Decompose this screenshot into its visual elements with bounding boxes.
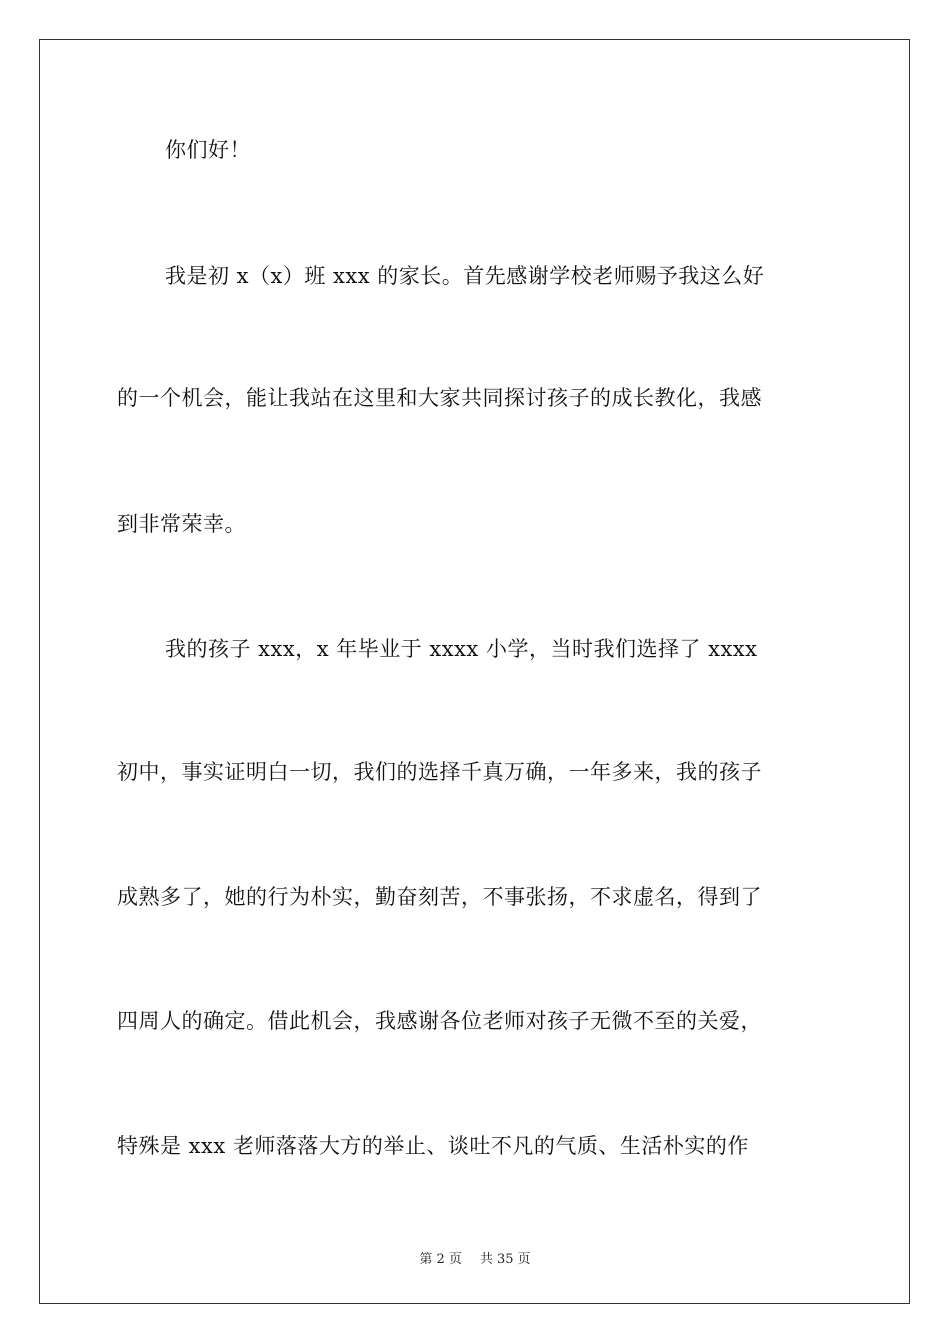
page-number: 第 2 页 bbox=[419, 1252, 462, 1267]
page-border bbox=[39, 39, 910, 1304]
paragraph-line: 我的孩子 xxx，x 年毕业于 xxxx 小学，当时我们选择了 xxxx bbox=[165, 637, 758, 661]
paragraph-line: 四周人的确定。借此机会，我感谢各位老师对孩子无微不至的关爱， bbox=[117, 1009, 762, 1033]
paragraph-line: 的一个机会，能让我站在这里和大家共同探讨孩子的成长教化，我感 bbox=[117, 386, 762, 410]
paragraph-line: 特殊是 xxx 老师落落大方的举止、谈吐不凡的气质、生活朴实的作 bbox=[117, 1134, 749, 1158]
page-total: 共 35 页 bbox=[479, 1252, 531, 1267]
greeting-line: 你们好！ bbox=[165, 138, 251, 162]
paragraph-line: 到非常荣幸。 bbox=[117, 512, 246, 536]
paragraph-line: 初中，事实证明白一切，我们的选择千真万确，一年多来，我的孩子 bbox=[117, 760, 762, 784]
paragraph-line: 我是初 x（x）班 xxx 的家长。首先感谢学校老师赐予我这么好 bbox=[165, 264, 765, 288]
paragraph-line: 成熟多了，她的行为朴实，勤奋刻苦，不事张扬，不求虚名，得到了 bbox=[117, 885, 762, 909]
page-footer bbox=[0, 1248, 950, 1267]
